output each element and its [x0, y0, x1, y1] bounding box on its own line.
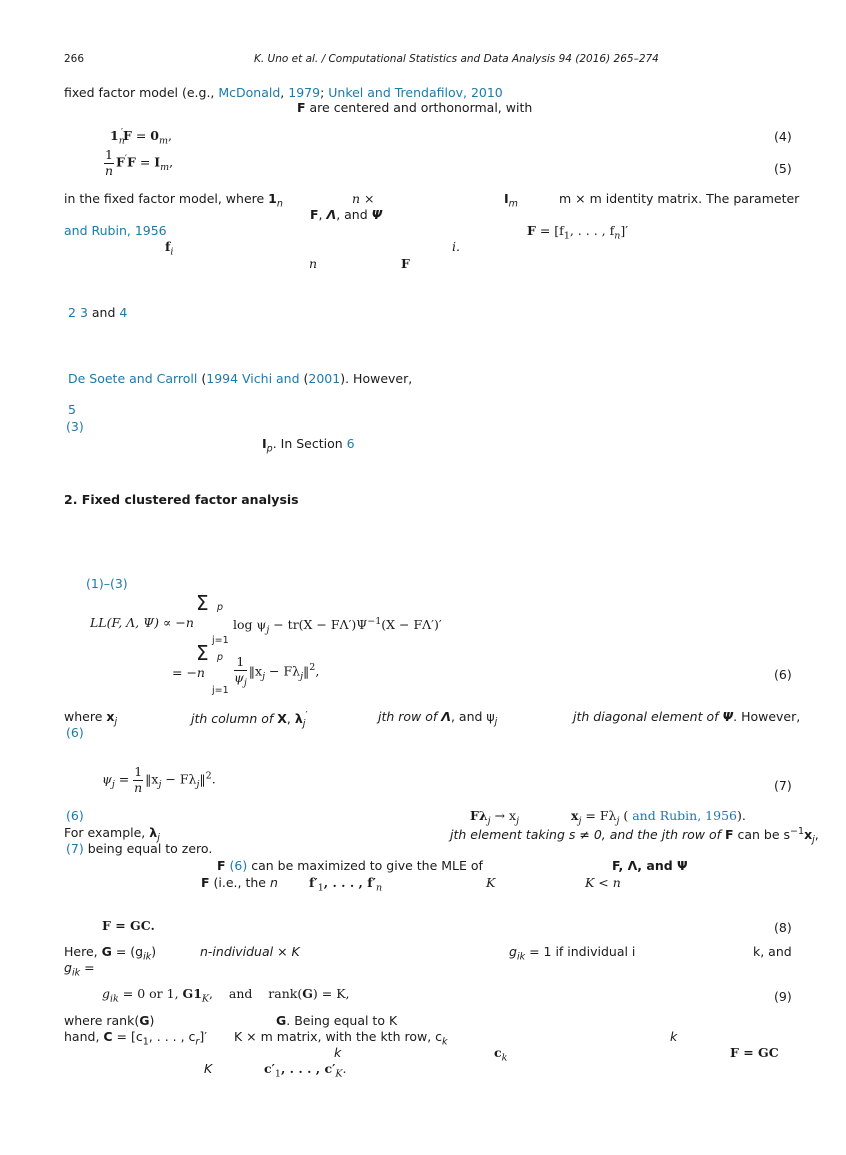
ref-equation-6[interactable]: (6) — [66, 725, 84, 740]
equation-8: F = GC. — [102, 918, 155, 933]
para-d-c-list: $c'_1$, . . . , $c'_K$. — [264, 1061, 347, 1080]
equation-9: $g_{ik} = 0$ or 1, $G1_K$, and rank(G) = K, — [102, 986, 350, 1005]
citation-vichi[interactable]: Vichi and — [238, 371, 300, 386]
where-line-b: jth column of X, $\lambda_j'$ — [191, 710, 308, 730]
citation-anderson-rubin[interactable]: and Rubin, 1956 — [64, 223, 167, 238]
equation-6-number: (6) — [774, 667, 792, 682]
citation-1979[interactable]: 1979 — [288, 85, 321, 100]
where-line-c: jth row of Λ, and $\psi_j$ — [378, 709, 498, 728]
para-c-gik: $g_{ik} = 1$ if individual i — [509, 944, 636, 963]
ref-equation-7[interactable]: (7) — [66, 841, 84, 856]
citation-unkel[interactable]: Unkel and Trendafilov, 2010 — [328, 85, 503, 100]
equation-8-number: (8) — [774, 920, 792, 935]
para-b-max-line: F (6) can be maximized to give the MLE of — [217, 858, 483, 873]
para-d-k-2: k — [334, 1045, 342, 1060]
equation-6-line-1: $\log \psi_j - tr(X - F\Lambda')\Psi^{-1}(X - F\Lambda')'$ — [233, 616, 442, 636]
paragraph-a-n: n — [309, 256, 318, 271]
para-b-ie-f: $f'_1$, . . . , $f'_n$ — [309, 875, 383, 894]
paragraph-a-line-1: in the fixed factor model, where $1_n$ — [64, 191, 283, 210]
para-d-line-1: where rank(G) — [64, 1013, 155, 1028]
sum-icon: Σ — [196, 591, 209, 615]
sum-lower-limit: j=1 — [212, 635, 229, 646]
para-b-K: K — [486, 875, 496, 890]
citation-1994[interactable]: 1994 — [206, 371, 239, 386]
para-b-K-n: K < n — [585, 875, 621, 890]
paragraph-a-i: i. — [452, 239, 460, 254]
para-d-line-2: hand, $C = [c_1$, . . . , $c_r]'$ — [64, 1029, 208, 1048]
para-d-k: k — [670, 1029, 678, 1044]
equation-9-number: (9) — [774, 989, 792, 1004]
ref-section-4[interactable]: 4 — [119, 305, 128, 320]
ref-equation-6-c[interactable]: (6) — [229, 858, 248, 873]
equation-6-line-2: $\frac{1}{\psi_j}$ $‖x_j$ − $F\lambda_j‖^2$, — [234, 654, 320, 688]
equation-5: $\frac{1}{n}$ $F'F = I_m$, — [104, 147, 174, 178]
running-title: K. Uno et al. / Computational Statistics and Data Analysis 94 (2016) 265–274 — [254, 53, 659, 65]
para-c-line-1: Here, $G = (g_{ik})$ — [64, 944, 157, 963]
paragraph-a-fi: $f_i$ — [165, 239, 174, 258]
para-b-example-2: jth element taking s ≠ 0, and the jth row of F can be $s^{-1}x_j$, — [450, 826, 819, 846]
equation-7: $\psi_j$ = $\frac{1}{n}$ $‖x_j$ − $F\lambda_j‖^2$. — [102, 764, 216, 795]
where-line-d: jth diagonal element of Ψ. However, — [573, 709, 801, 724]
desoete-line: De Soete and Carroll (1994 Vichi and (2001). However, — [68, 371, 413, 386]
text-line-1: fixed factor model (e.g., McDonald, 1979; Unkel and Trendafilov, 2010 — [64, 85, 503, 100]
para-b-max-params: F, Λ, and Ψ — [612, 858, 688, 873]
where-line-a: where $x_j$ — [64, 709, 118, 728]
para-b-xeq: $x_j = F\lambda_j$ ( and Rubin, 1956). — [571, 808, 746, 827]
para-b-example: For example, $\lambda_j$ — [64, 825, 160, 844]
section-heading: 2. Fixed clustered factor analysis — [64, 492, 299, 507]
citation-desoete[interactable]: De Soete and Carroll — [68, 371, 198, 386]
ref-section-6[interactable]: 6 — [346, 436, 355, 451]
equation-6-line-2-eq: = −n — [172, 665, 205, 680]
equation-7-number: (7) — [774, 778, 792, 793]
para-d-FGC: F = GC — [730, 1045, 779, 1060]
ip-line: $I_p$. In Section 6 — [262, 436, 355, 455]
sum-icon-2: Σ — [196, 641, 209, 665]
citation-anderson-rubin-2[interactable]: and Rubin, 1956 — [628, 808, 737, 823]
equation-4-number: (4) — [774, 129, 792, 144]
ref-section-5[interactable]: 5 — [68, 402, 76, 417]
section-refs-line: 2 3 and 4 — [68, 305, 128, 320]
paragraph-a-line-2: F, Λ, and Ψ — [310, 207, 383, 222]
citation-mcdonald[interactable]: McDonald — [218, 85, 281, 100]
para-b-ie-line: F (i.e., the n — [201, 875, 278, 890]
paragraph-a-n-times: n × — [352, 191, 375, 206]
ref-section-3[interactable]: 3 — [79, 305, 88, 320]
para-c-k: k, and — [753, 944, 792, 959]
para-b-seven-line: (7) being equal to zero. — [66, 841, 213, 856]
ref-equation-6-b[interactable]: (6) — [66, 808, 84, 823]
para-d-ck: $c_k$ — [494, 1045, 508, 1064]
equation-5-number: (5) — [774, 161, 792, 176]
para-d-K: K — [204, 1061, 213, 1076]
para-d-line-2b: K × m matrix, with the kth row, $c_k$ — [234, 1029, 448, 1048]
equation-6-lhs: LL(F, Λ, Ψ) ∝ −n — [90, 615, 194, 630]
ref-equations-1-3[interactable]: (1)–(3) — [86, 576, 128, 591]
sum-upper-limit: p — [217, 602, 224, 613]
para-b-arrow: $F\lambda_j \to x_j$ — [470, 808, 520, 827]
page-number: 266 — [64, 53, 85, 65]
citation-2001[interactable]: 2001 — [308, 371, 341, 386]
para-d-line-1b: G. Being equal to K — [276, 1013, 398, 1028]
equation-4: $1_n'F = 0_m$, — [110, 127, 172, 147]
para-c-line-2: $g_{ik}$ = — [64, 960, 95, 979]
paragraph-a-identity-text: m × m identity matrix. The parameter — [559, 191, 800, 206]
text-line-2: F are centered and orthonormal, with — [297, 100, 533, 115]
sum-upper-limit-2: p — [217, 652, 224, 663]
paragraph-a-F-def: $F = [f_1$, . . . , $f_n]'$ — [527, 223, 629, 242]
ref-equation-3[interactable]: (3) — [66, 419, 84, 434]
paragraph-a-F: F — [401, 256, 410, 271]
para-c-n-individual: n-individual × K — [200, 944, 300, 959]
ref-section-2[interactable]: 2 — [68, 305, 76, 320]
sum-lower-limit-2: j=1 — [212, 685, 229, 696]
paragraph-a-identity: $I_m$ — [504, 191, 518, 210]
